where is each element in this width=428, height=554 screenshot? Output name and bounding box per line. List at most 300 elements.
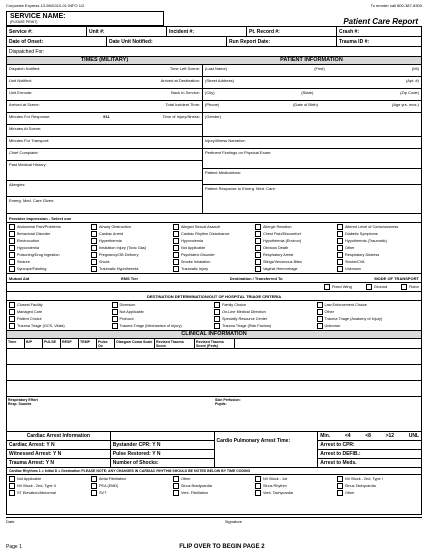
cardiac-rhythms-block: [6, 468, 422, 515]
checkbox-label: Unknown: [324, 324, 341, 328]
dispatch-notified-label: Dispatch Notified:: [9, 66, 41, 71]
impression-option[interactable]: [9, 224, 91, 230]
checkbox[interactable]: [9, 302, 15, 308]
vitals-column-header: B/P: [25, 339, 43, 348]
min-label: Min.: [320, 433, 331, 439]
cardiac-arrest-label: Cardiac Arrest:: [9, 442, 45, 448]
arrest-head: Cardiac Arrest Information: [7, 432, 110, 441]
trauma-arrest-label: Trauma Arrest:: [9, 460, 45, 466]
rhythm-option[interactable]: [91, 476, 173, 482]
destination-option[interactable]: [317, 323, 420, 329]
fixed-wing-option[interactable]: [324, 284, 352, 290]
checkbox[interactable]: [337, 238, 343, 244]
id-row: [6, 26, 422, 37]
findings-field[interactable]: [203, 149, 421, 169]
checkbox[interactable]: [9, 490, 15, 496]
checkbox-label: Stroke/CVA: [345, 260, 365, 264]
checkbox-label: ST Elevation/Abnormal: [17, 491, 56, 495]
dispatch-notified-field[interactable]: [7, 65, 202, 77]
checkbox-label: Diabetic Symptoms: [345, 232, 378, 236]
checkbox-label: Alleged Sexual Assault: [181, 225, 220, 229]
arrest-to-defib-label: Arrest to DEFIB.:: [320, 451, 361, 457]
checkbox-label: Specialty Resource Center: [222, 317, 268, 321]
impression-option[interactable]: [9, 252, 91, 258]
rhythm-option[interactable]: [173, 483, 255, 489]
checkbox-label: Closest Facility: [17, 303, 43, 307]
rhythm-option[interactable]: [9, 476, 91, 482]
impression-option[interactable]: [255, 238, 337, 244]
checkbox[interactable]: [9, 259, 15, 265]
signature-label[interactable]: Signature: [224, 519, 242, 524]
incident-number-field[interactable]: Incident #:: [167, 27, 247, 36]
witnessed-label: Witnessed Arrest:: [9, 451, 52, 457]
impression-option[interactable]: [255, 252, 337, 258]
vitals-column-header: Revised Trauma Score (Peds): [195, 339, 235, 348]
provider-impression-list: [6, 223, 422, 274]
impression-option[interactable]: [173, 245, 255, 251]
checkbox[interactable]: [255, 259, 261, 265]
arrived-scene-field[interactable]: [7, 101, 202, 113]
cp-arrest-time-label: Cardio Pulmonary Arrest Time:: [216, 437, 291, 444]
rhythm-option[interactable]: [255, 476, 337, 482]
checkbox-label: Patient Choice: [17, 317, 42, 321]
checkbox[interactable]: [9, 309, 15, 315]
checkbox[interactable]: [255, 490, 261, 496]
checkbox[interactable]: [337, 483, 343, 489]
gender-field[interactable]: [203, 113, 421, 137]
vitals-column-header: Pulse Ox: [97, 339, 115, 348]
checkbox[interactable]: [91, 259, 97, 265]
checkbox[interactable]: [9, 476, 15, 482]
checkbox[interactable]: [337, 252, 343, 258]
checkbox-label: Law Enforcement Choice: [324, 303, 367, 307]
checkbox-label: Not Applicable: [181, 246, 206, 250]
destination-option[interactable]: [214, 323, 317, 329]
flip-over-note: FLIP OVER TO BEGIN PAGE 2: [179, 544, 265, 550]
checkbox[interactable]: [91, 266, 97, 272]
checkbox[interactable]: [9, 231, 15, 237]
checkbox[interactable]: [173, 476, 179, 482]
pulse-restored-yn[interactable]: Y N: [152, 451, 161, 457]
checkbox-label: Poisoning/Drug Ingestion: [17, 253, 60, 257]
checkbox[interactable]: [91, 252, 97, 258]
num-shocks-label: Number of Shocks:: [112, 460, 159, 466]
mi-label: (MI): [411, 66, 419, 71]
checkbox[interactable]: [337, 245, 343, 251]
checkbox-label: Traumatic Injury: [181, 267, 209, 271]
arrest-col-2: [111, 432, 215, 467]
checkbox-label: Obvious Death: [263, 246, 289, 250]
checkbox-label: Protocol: [119, 317, 134, 321]
destination-option[interactable]: [9, 309, 112, 315]
checkbox[interactable]: [9, 238, 15, 244]
arrest-col-3: [215, 432, 319, 467]
checkbox-label: Respiratory Arrest: [263, 253, 294, 257]
checkbox[interactable]: [91, 224, 97, 230]
impression-option[interactable]: [173, 266, 255, 272]
chief-complaint-field[interactable]: [7, 149, 202, 161]
checkbox[interactable]: [9, 323, 15, 329]
impression-option[interactable]: [91, 245, 173, 251]
bystander-cpr-field[interactable]: [111, 441, 214, 450]
checkbox[interactable]: [9, 266, 15, 272]
checkbox[interactable]: [91, 476, 97, 482]
checkbox-label: PEA (EMD): [99, 484, 119, 488]
vitals-table: [6, 339, 422, 432]
checkbox-label: Not Applicable: [119, 310, 144, 314]
checkbox-label: SVT: [99, 491, 107, 495]
service-number-field[interactable]: Service #:: [7, 27, 87, 36]
chief-complaint-label: Chief Complaint:: [9, 150, 39, 155]
checkbox[interactable]: [173, 259, 179, 265]
checkbox[interactable]: [9, 316, 15, 322]
checkbox-label: Not Applicable: [17, 477, 42, 481]
emerg-care-field[interactable]: [7, 197, 202, 213]
ground-option[interactable]: [366, 284, 387, 290]
rhythm-option[interactable]: [337, 490, 419, 496]
destination-option[interactable]: [214, 316, 317, 322]
checkbox[interactable]: [173, 224, 179, 230]
injury-narrative-label: Injury/Illness Narrative:: [205, 138, 246, 143]
checkbox[interactable]: [9, 245, 15, 251]
checkbox-label: Hypothermia (Environ): [263, 239, 301, 243]
checkbox[interactable]: [255, 224, 261, 230]
bystander-yn[interactable]: Y N: [152, 442, 161, 448]
checkbox[interactable]: [112, 309, 118, 315]
impression-option[interactable]: [255, 259, 337, 265]
emerg-care-label: Emerg. Med. Care Given:: [9, 198, 55, 203]
date-of-onset-field[interactable]: Date of Onset:: [7, 37, 107, 46]
checkbox[interactable]: [255, 231, 261, 237]
impression-option[interactable]: [337, 238, 419, 244]
destination-head: DESTINATION DETERMINATION/OUT OF HOSPITAL TRIAGE CRITERIA: [6, 292, 422, 301]
checkbox[interactable]: [255, 483, 261, 489]
checkbox[interactable]: [91, 490, 97, 496]
dispatched-for-field[interactable]: Dispatched For:: [9, 48, 45, 55]
checkbox[interactable]: [91, 245, 97, 251]
impression-option[interactable]: [337, 231, 419, 237]
checkbox[interactable]: [337, 231, 343, 237]
checkbox-label: Seizure: [17, 260, 30, 264]
rhythm-option[interactable]: [173, 476, 255, 482]
checkbox-label: Hyperthermia: [99, 239, 122, 243]
date-row: [6, 37, 422, 47]
run-report-date-field[interactable]: Run Report Date:: [227, 37, 337, 46]
checkbox[interactable]: [173, 231, 179, 237]
checkbox[interactable]: [214, 302, 220, 308]
minutes-transport-field[interactable]: [7, 137, 202, 149]
crash-number-field[interactable]: Crash #:: [339, 28, 360, 35]
checkbox[interactable]: [337, 490, 343, 496]
checkbox[interactable]: [173, 490, 179, 496]
checkbox[interactable]: [112, 302, 118, 308]
impression-option[interactable]: [9, 231, 91, 237]
checkbox[interactable]: [337, 259, 343, 265]
rhythm-option[interactable]: [9, 490, 91, 496]
impression-option[interactable]: [91, 238, 173, 244]
impression-option[interactable]: [337, 259, 419, 265]
allergies-field[interactable]: [7, 181, 202, 197]
impression-option[interactable]: [337, 266, 419, 272]
impression-option[interactable]: [255, 245, 337, 251]
vitals-column-header: PULSE: [43, 339, 61, 348]
checkbox-label: Electrocution: [17, 239, 39, 243]
arrest-to-cpr-field[interactable]: [318, 441, 421, 450]
minutes-scene-field[interactable]: [7, 125, 202, 137]
checkbox[interactable]: [214, 316, 220, 322]
checkbox-label: Other: [345, 246, 355, 250]
impression-option[interactable]: [9, 266, 91, 272]
date-label[interactable]: Date: [6, 519, 15, 524]
times-patient-head: [6, 57, 422, 65]
checkbox[interactable]: [255, 238, 261, 244]
skin-perfusion-label: Skin Perfusion:: [215, 398, 241, 402]
phone-field[interactable]: [203, 101, 421, 113]
skin-perfusion-block: [214, 397, 421, 431]
resp-sounds-label: Resp. Sounds: [8, 402, 32, 406]
pulse-restored-field[interactable]: [111, 450, 214, 459]
city-field[interactable]: [203, 89, 421, 101]
rhythm-option[interactable]: [255, 490, 337, 496]
checkbox[interactable]: [91, 231, 97, 237]
impression-option[interactable]: [9, 238, 91, 244]
checkbox[interactable]: [9, 252, 15, 258]
cardiac-arrest-yn[interactable]: Y N: [46, 442, 55, 448]
destination-option[interactable]: [112, 302, 215, 308]
destination-option[interactable]: [317, 309, 420, 315]
checkbox[interactable]: [255, 476, 261, 482]
unit-notified-field[interactable]: [7, 77, 202, 89]
checkbox-label: Diversion: [119, 303, 136, 307]
date-unit-notified-field[interactable]: Date Unit Notified:: [107, 37, 227, 46]
findings-label: Pertinent Findings on Physical Exam:: [205, 150, 272, 155]
vitals-column-header: Revised Trauma Score: [155, 339, 195, 348]
service-name-box[interactable]: [6, 11, 164, 26]
checkbox[interactable]: [9, 224, 15, 230]
destination-option[interactable]: [9, 316, 112, 322]
checkbox-label: Traumatic Hypothermia: [99, 267, 139, 271]
checkbox[interactable]: [214, 309, 220, 315]
destination-option[interactable]: [317, 316, 420, 322]
num-shocks-field[interactable]: [111, 459, 214, 467]
impression-option[interactable]: [337, 252, 419, 258]
impression-option[interactable]: [91, 231, 173, 237]
page-number: Page 1: [6, 544, 22, 550]
past-medical-history-label: Past Medical History:: [9, 162, 47, 167]
checkbox[interactable]: [173, 245, 179, 251]
impression-option[interactable]: [9, 245, 91, 251]
rhythm-option[interactable]: [337, 483, 419, 489]
rhythm-option[interactable]: [91, 483, 173, 489]
rhythm-option[interactable]: [337, 476, 419, 482]
impression-option[interactable]: [337, 245, 419, 251]
checkbox[interactable]: [91, 238, 97, 244]
pt-record-field[interactable]: Pt. Record #:: [247, 27, 337, 36]
checkbox[interactable]: [255, 245, 261, 251]
arrest-col-1: [7, 432, 111, 467]
vitals-row[interactable]: [7, 349, 421, 365]
rhythm-option[interactable]: [255, 483, 337, 489]
title-row: [6, 10, 422, 26]
arrest-to-defib-field[interactable]: [318, 450, 421, 459]
trauma-id-field[interactable]: Trauma ID #:: [339, 38, 370, 45]
checkbox[interactable]: [112, 323, 118, 329]
checkbox-label: NV Block - 1st: [263, 477, 288, 481]
patient-medications-field[interactable]: [203, 169, 421, 185]
checkbox[interactable]: [337, 224, 343, 230]
arrest-to-meds-label: Arrest to Meds.: [320, 460, 357, 466]
minutes-scene-label: Minutes At Scene:: [9, 126, 42, 131]
destination-option[interactable]: [317, 302, 420, 308]
patient-head: PATIENT INFORMATION: [280, 57, 343, 63]
dob-label: (Date of Birth): [293, 102, 318, 107]
impression-option[interactable]: [91, 224, 173, 230]
times-patient-grid: [6, 65, 422, 214]
allergies-label: Allergies:: [9, 182, 26, 187]
rotor-option[interactable]: [401, 284, 419, 290]
checkbox[interactable]: [317, 316, 323, 322]
clinical-head: CLINICAL INFORMATION: [6, 331, 422, 339]
checkbox[interactable]: [173, 252, 179, 258]
patient-response-field[interactable]: [203, 185, 421, 201]
checkbox[interactable]: [317, 302, 323, 308]
checkbox-label: Vaginal Hemorrhage: [263, 267, 298, 271]
checkbox[interactable]: [337, 476, 343, 482]
destination-option[interactable]: [112, 309, 215, 315]
checkbox-label: Other: [324, 310, 334, 314]
arrest-to-meds-field[interactable]: [318, 459, 421, 467]
destination-option[interactable]: [112, 316, 215, 322]
checkbox[interactable]: [173, 483, 179, 489]
checkbox-label: Other: [181, 477, 191, 481]
checkbox[interactable]: [112, 316, 118, 322]
checkbox-label: Pregnancy/OB Delivery: [99, 253, 139, 257]
vitals-column-header: RESP: [61, 339, 79, 348]
checkbox[interactable]: [317, 323, 323, 329]
street-field[interactable]: [203, 77, 421, 89]
vitals-column-header: Glasgow Coma Scale: [115, 339, 155, 348]
time-left-scene-label: Time Left Scene:: [169, 66, 200, 71]
pulse-restored-label: Pulse Restored:: [112, 451, 151, 457]
checkbox-label: Abdominal Pain/Problems: [17, 225, 61, 229]
unit-enroute-field[interactable]: [7, 89, 202, 101]
trauma-arrest-field[interactable]: [7, 459, 110, 467]
min-value: <8: [365, 433, 371, 439]
checkbox-label: Other: [345, 491, 355, 495]
impression-option[interactable]: [255, 231, 337, 237]
times-head: TIMES (MILITARY): [80, 57, 129, 63]
impression-option[interactable]: [91, 266, 173, 272]
checkbox-label: Respiratory Distress: [345, 253, 380, 257]
destination-option[interactable]: [214, 309, 317, 315]
footer: [6, 544, 422, 550]
impression-option[interactable]: [173, 252, 255, 258]
checkbox[interactable]: [317, 309, 323, 315]
arrived-destination-label: Arrived at Destination:: [160, 78, 200, 83]
checkbox[interactable]: [173, 238, 179, 244]
checkbox-label: Managed Care: [17, 310, 43, 314]
checkbox[interactable]: [9, 483, 15, 489]
checkbox-label: Cardiac Arrest: [99, 232, 124, 236]
destination-option[interactable]: [112, 323, 215, 329]
rhythm-option[interactable]: [91, 490, 173, 496]
min-row: [318, 432, 421, 441]
impression-option[interactable]: [337, 224, 419, 230]
destination-option[interactable]: [9, 302, 112, 308]
impression-option[interactable]: [255, 266, 337, 272]
signature-row: [6, 517, 422, 524]
dispatched-row: [6, 47, 422, 57]
impression-option[interactable]: [91, 252, 173, 258]
checkbox-label: Hypovolemia: [17, 246, 39, 250]
checkbox-label: Smoke Inhalation: [181, 260, 211, 264]
checkbox-label: Trauma Triage (Mechanism of Injury): [119, 324, 182, 328]
cardiac-arrest-field[interactable]: [7, 441, 110, 450]
checkbox[interactable]: [255, 252, 261, 258]
page-title: Patient Care Report: [343, 17, 418, 26]
trauma-arrest-yn[interactable]: Y N: [45, 460, 55, 466]
impression-option[interactable]: [9, 259, 91, 265]
pupils-label: Pupils:: [215, 402, 227, 406]
age-label: (Age yrs. mos.): [391, 102, 419, 107]
vitals-row[interactable]: [7, 365, 421, 381]
checkbox[interactable]: [173, 266, 179, 272]
unit-number-field[interactable]: Unit #:: [87, 27, 167, 36]
rhythm-option[interactable]: [9, 483, 91, 489]
checkbox-label: Chest Pain/Discomfort: [263, 232, 301, 236]
please-print: (PLEASE PRINT): [10, 20, 38, 24]
witnessed-yn[interactable]: Y N: [52, 451, 62, 457]
min-value: <4: [344, 433, 351, 439]
checkbox[interactable]: [255, 266, 261, 272]
past-medical-history-field[interactable]: [7, 161, 202, 181]
checkbox-label: Sinus Tachycardia: [345, 484, 376, 488]
corporate-info: Corporate Express 13-9841110-01 INFO 1/2: [6, 3, 85, 8]
checkbox-label: Atrial Fibrillation: [99, 477, 127, 481]
checkbox-label: Trauma Triage (Anatomy of Injury): [324, 317, 383, 321]
witnessed-arrest-field[interactable]: [7, 450, 110, 459]
cp-arrest-time-field[interactable]: [215, 432, 318, 449]
patient-name-field[interactable]: [203, 65, 421, 77]
destination-option[interactable]: [9, 323, 112, 329]
minutes-response-field[interactable]: [7, 113, 202, 125]
arrest-col-4: [318, 432, 421, 467]
rhythm-option[interactable]: [173, 490, 255, 496]
checkbox-label: Cardiac Rhythm Disturbance: [181, 232, 230, 236]
injury-narrative-field[interactable]: [203, 137, 421, 149]
checkbox[interactable]: [91, 483, 97, 489]
impression-option[interactable]: [173, 259, 255, 265]
impression-option[interactable]: [91, 259, 173, 265]
impression-option[interactable]: [255, 224, 337, 230]
impression-option[interactable]: [173, 231, 255, 237]
mutual-aid-row: [6, 274, 422, 283]
checkbox[interactable]: [214, 323, 220, 329]
destination-option[interactable]: [214, 302, 317, 308]
impression-option[interactable]: [173, 238, 255, 244]
service-name-label: SERVICE NAME:: [10, 13, 66, 20]
checkbox-label: Shock: [99, 260, 110, 264]
times-column: [7, 65, 203, 213]
checkbox-label: Behavioral Disorder: [17, 232, 51, 236]
assessment-row: [7, 397, 421, 431]
mutual-aid-label: Mutual Aid: [9, 275, 30, 281]
arrived-scene-label: Arrived at Scene:: [9, 102, 40, 107]
checkbox[interactable]: [337, 266, 343, 272]
vitals-row[interactable]: [7, 381, 421, 397]
rotor-label: Rotor: [409, 284, 419, 290]
impression-option[interactable]: [173, 224, 255, 230]
